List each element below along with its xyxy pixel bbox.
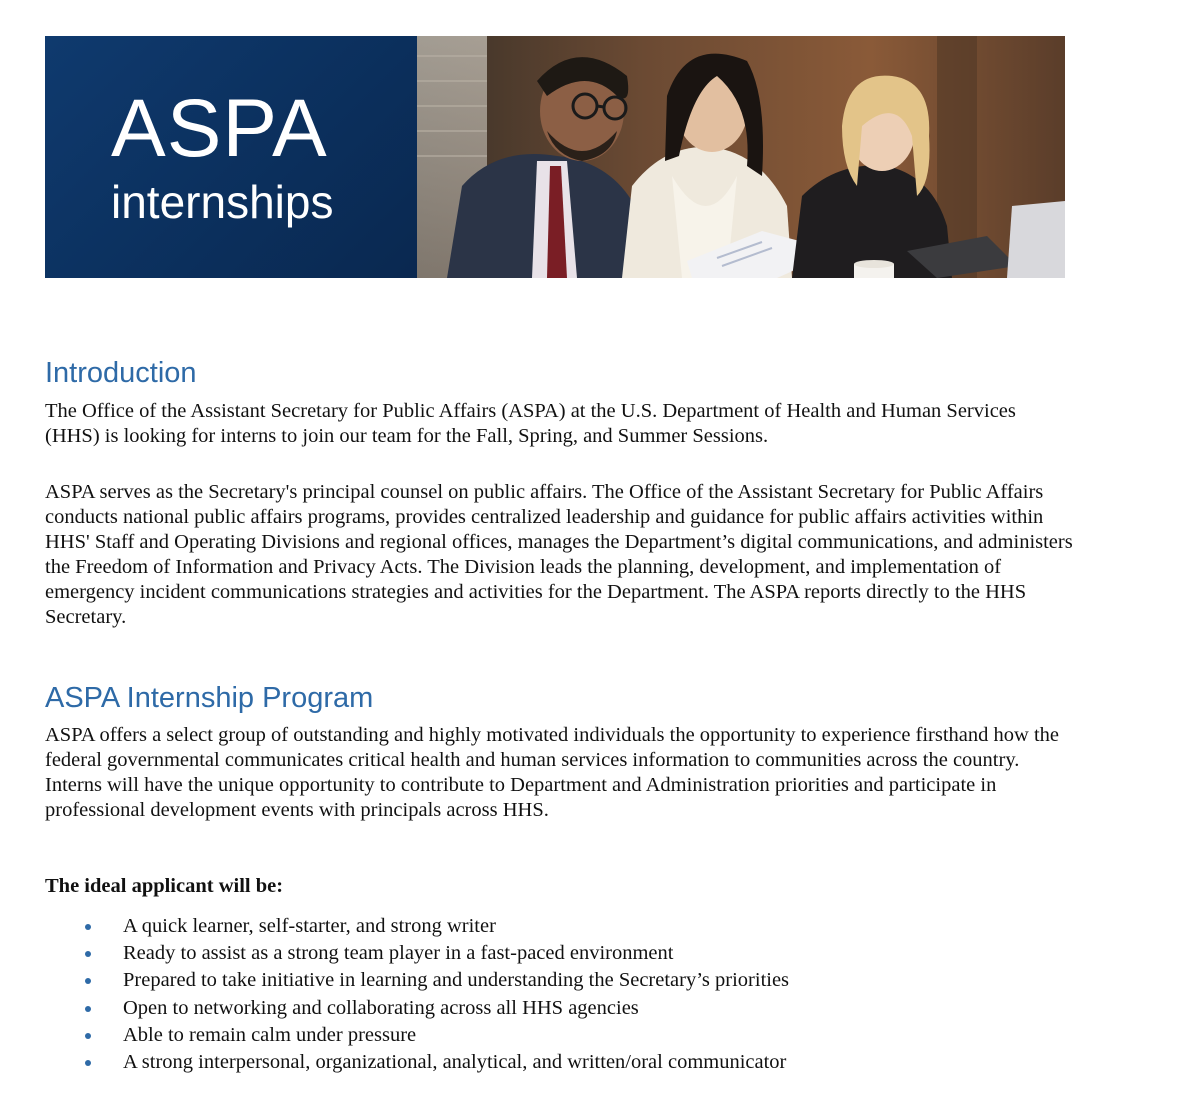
list-item: A quick learner, self-starter, and strong writer — [85, 913, 789, 940]
introduction-paragraph-1: The Office of the Assistant Secretary for Public Affairs (ASPA) at the U.S. Department of Health and Human Services (HHS) is looking for interns to join our team for the Fall, Spring, and Summer Sessions. — [45, 400, 1016, 447]
ideal-applicant-label: The ideal applicant will be: — [45, 875, 284, 897]
ideal-applicant-list — [85, 913, 789, 1076]
bullet-icon — [85, 951, 91, 957]
list-item: Prepared to take initiative in learning and understanding the Secretary’s priorities — [85, 967, 789, 994]
bullet-icon — [85, 924, 91, 930]
bullet-icon — [85, 1006, 91, 1012]
list-item: Able to remain calm under pressure — [85, 1022, 789, 1049]
introduction-heading: Introduction — [45, 357, 197, 389]
program-paragraph: ASPA offers a select group of outstanding and highly motivated individuals the opportunity to experience firsthand how the federal governmental communicates critical health and human services information to communities across the country. Interns will have the unique opportunity to contribute to Department and Administration priorities and participate in professional development events with principals across HHS. — [45, 724, 1060, 821]
program-heading: ASPA Internship Program — [45, 682, 374, 714]
banner-title-panel — [45, 36, 417, 278]
list-item: Open to networking and collaborating across all HHS agencies — [85, 995, 789, 1022]
banner-title: ASPA — [111, 83, 328, 174]
hero-banner — [45, 36, 1065, 278]
office-team-photo — [417, 36, 1065, 278]
introduction-paragraph-2: ASPA serves as the Secretary's principal counsel on public affairs. The Office of the Assistant Secretary for Public Affairs conducts national public affairs programs, provides centralized leadership and guidance for public affairs activities within HHS' Staff and Operating Divisions and regional offices, manages the Department’s digital communications, and administers the Freedom of Information and Privacy Acts. The Division leads the planning, development, and implementation of emergency incident communications strategies and activities for the Department. The ASPA reports directly to the HHS Secretary. — [45, 481, 1073, 628]
bullet-icon — [85, 978, 91, 984]
bullet-icon — [85, 1060, 91, 1066]
list-item: Ready to assist as a strong team player in a fast-paced environment — [85, 940, 789, 967]
banner-subtitle: internships — [111, 176, 334, 228]
list-item: A strong interpersonal, organizational, analytical, and written/oral communicator — [85, 1049, 789, 1076]
bullet-icon — [85, 1033, 91, 1039]
banner-photo — [417, 36, 1065, 278]
